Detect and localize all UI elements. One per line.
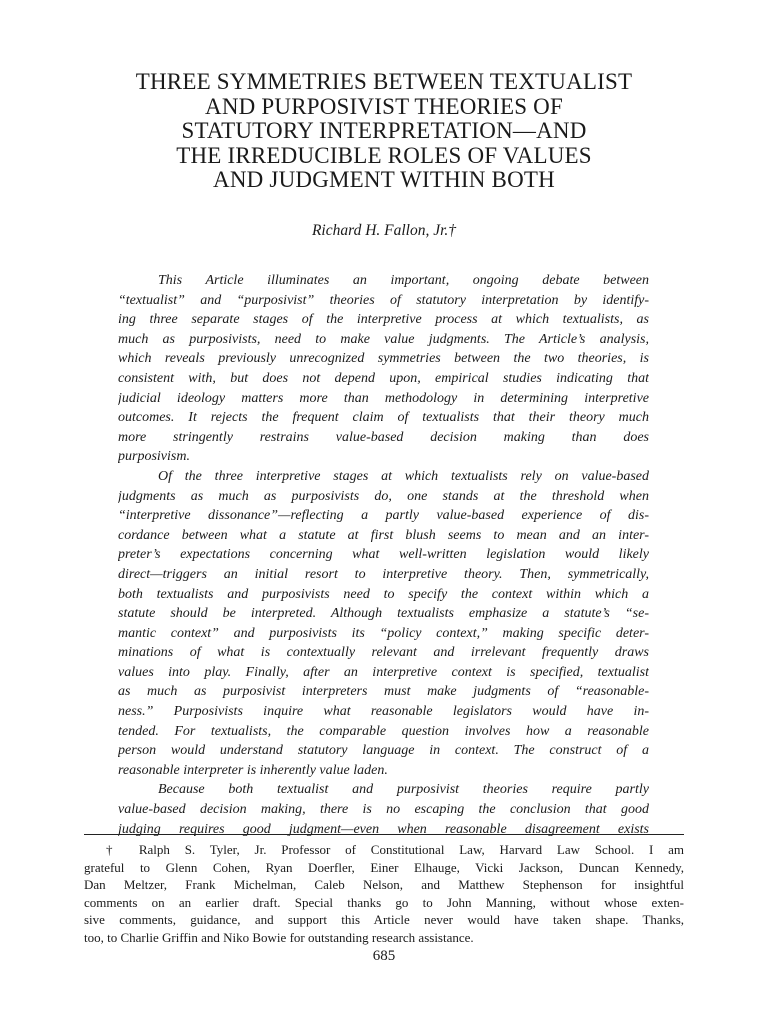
abstract-line: minations of what is contextually relevant and irrelevant frequently draws [118,645,649,661]
title-line: STATUTORY INTERPRETATION—AND [181,118,587,143]
abstract-line: outcomes. It rejects the frequent claim of textualists that their theory much [118,410,649,426]
author-name: Richard H. Fallon, Jr.† [311,222,457,239]
page-number: 685 [372,948,396,964]
abstract-line: values into play. Finally, after an interpretive context is specified, textualist [118,664,649,680]
abstract [118,271,649,839]
abstract-line: “textualist” and “purposivist” theories of statutory interpretation by identify- [118,292,649,308]
abstract-line: reasonable interpreter is inherently value laden. [118,762,388,778]
abstract-line: mantic context” and purposivists its “policy context,” making specific deter- [118,625,649,641]
abstract-line: statute should be interpreted. Although textualists emphasize a statute’s “se- [118,606,649,622]
abstract-line: preter’s expectations concerning what well-written legislation would likely [118,547,649,563]
abstract-line: more stringently restrains value-based decision making than does [118,429,649,445]
article-title [100,70,668,193]
abstract-line: ing three separate stages of the interpretive process at which textualists, as [118,312,649,328]
title-line: AND PURPOSIVIST THEORIES OF [205,93,563,119]
title-line: THE IRREDUCIBLE ROLES OF VALUES [176,142,592,168]
abstract-line: purposivism. [118,449,190,465]
footnote-divider [84,834,684,835]
abstract-line: judgments as much as purposivists do, one stands at the threshold when [118,488,649,504]
abstract-line: much as purposivists, need to make value judgments. The Article’s analysis, [118,331,649,347]
abstract-line: judging requires good judgment—even when reasonable disagreement exists [118,821,649,837]
footnote-line: grateful to Glenn Cohen, Ryan Doerfler, Einer Elhauge, Vicki Jackson, Duncan Kennedy, [84,859,684,875]
footnote-line: too, to Charlie Griffin and Niko Bowie for outstanding research assistance. [84,929,474,945]
abstract-line: person would understand statutory language in context. The construct of a [118,743,649,759]
footnote-line: comments on an earlier draft. Special thanks go to John Manning, without whose exten- [84,894,684,910]
footnote-line: † Ralph S. Tyler, Jr. Professor of Constitutional Law, Harvard Law School. I am [106,842,684,857]
footnote-line: sive comments, guidance, and support this Article never would have taken shape. Thanks, [84,912,684,927]
abstract-line: tended. For textualists, the comparable question involves how a reasonable [118,723,649,739]
abstract-line: judicial ideology matters more than methodology in determining interpretive [118,390,649,406]
footnote [84,841,684,946]
abstract-line: direct—triggers an initial resort to interpretive theory. Then, symmetrically, [118,566,649,582]
abstract-line: value-based decision making, there is no escaping the conclusion that good [118,802,649,818]
abstract-line: cordance between what a statute at first blush seems to mean and an inter- [118,527,649,543]
abstract-line: ness.” Purposivists inquire what reasonable legislators would have in- [118,704,649,720]
title-line: THREE SYMMETRIES BETWEEN TEXTUALIST [135,69,633,94]
footnote-line: Dan Meltzer, Frank Michelman, Caleb Nelson, and Matthew Stephenson for insightful [84,877,684,892]
abstract-line: This Article illuminates an important, ongoing debate between [158,273,649,288]
abstract-line: as much as purposivist interpreters must make judgments of “reasonable- [118,684,649,700]
abstract-line: Because both textualist and purposivist theories require partly [158,782,649,798]
abstract-line: “interpretive dissonance”—reflecting a partly value-based experience of dis- [118,508,649,524]
abstract-line: which reveals previously unrecognized symmetries between the two theories, is [118,351,649,367]
abstract-line: Of the three interpretive stages at which textualists rely on value-based [158,468,649,484]
title-line: AND JUDGMENT WITHIN BOTH [213,167,555,192]
abstract-line: both textualists and purposivists need to specify the context within which a [118,586,649,602]
abstract-line: consistent with, but does not depend upon, empirical studies indicating that [118,370,649,386]
